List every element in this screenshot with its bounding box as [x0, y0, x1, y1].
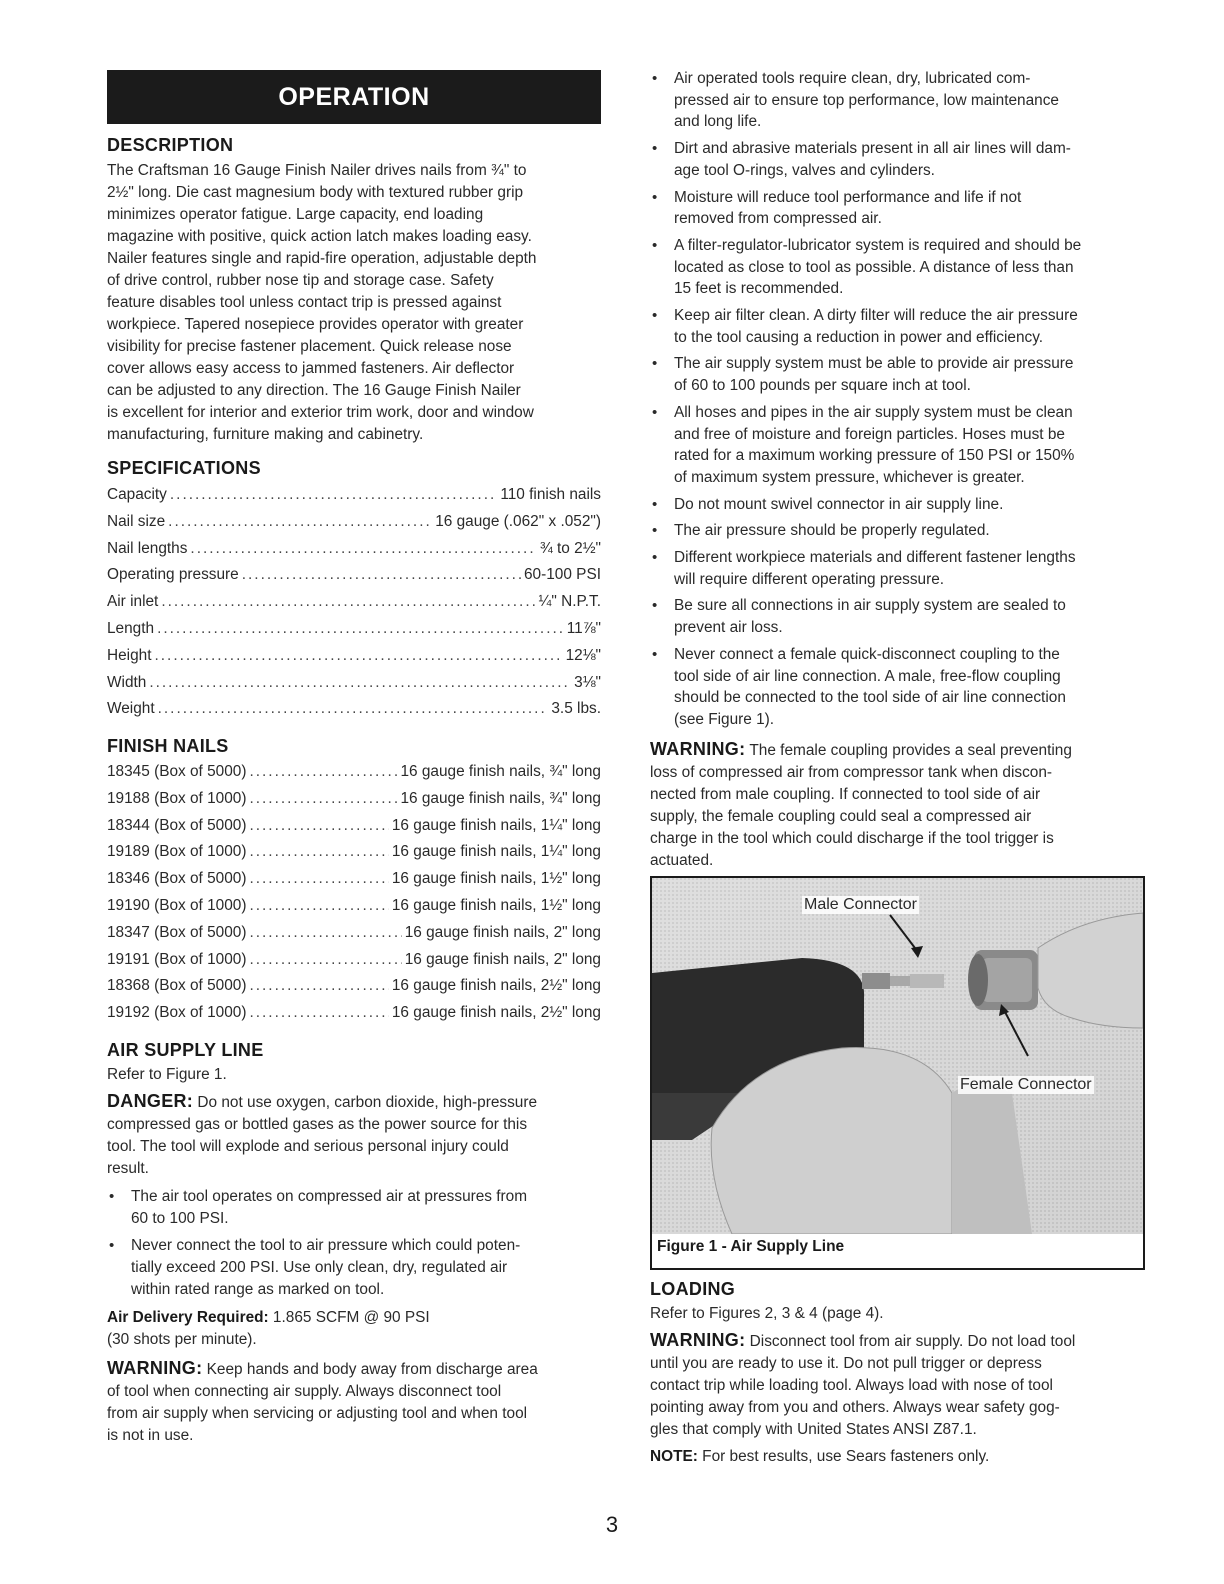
air-supply-refer: Refer to Figure 1. — [107, 1066, 227, 1083]
dot-leader — [190, 536, 536, 563]
dot-leader — [249, 759, 397, 786]
spec-row — [107, 643, 601, 670]
danger-label: DANGER: — [107, 1091, 194, 1111]
spec-row — [107, 616, 601, 643]
nail-part: 19190 (Box of 1000) — [107, 896, 247, 914]
section-banner: OPERATION — [107, 70, 601, 124]
nail-desc: 16 gauge finish nails, ¾" long — [400, 789, 601, 807]
bullet-item — [650, 494, 1145, 516]
bullet-item — [650, 520, 1145, 542]
dot-leader — [149, 670, 571, 697]
spec-label: Length — [107, 619, 155, 637]
spec-value: ¾ to 2½" — [539, 539, 601, 557]
bullet-text: • The air tool operates on compressed air at pressures from — [131, 1188, 528, 1205]
note-text: For best results, use Sears fasteners only. — [697, 1448, 990, 1465]
bullet-item — [650, 305, 1145, 348]
bullet-text: • Dirt and abrasive materials present in all air lines will dam- — [674, 140, 1071, 158]
bullet-text: within rated range as marked on tool. — [131, 1280, 385, 1298]
bullet-text: pressed air to ensure top performance, low maintenance — [674, 91, 1059, 109]
dot-leader — [249, 866, 388, 893]
specifications-section — [107, 458, 601, 723]
description-line: can be adjusted to any direction. The 16 Gauge Finish Nailer — [107, 382, 521, 399]
danger-text: result. — [107, 1160, 149, 1177]
bullet-text: to the tool causing a reduction in power and efficiency. — [674, 328, 1044, 346]
nail-row — [107, 759, 601, 786]
bullet-text: • A filter-regulator-lubricator system is required and should be — [674, 236, 1082, 254]
air-supply-heading: AIR SUPPLY LINE — [107, 1040, 264, 1060]
female-connector-label: Female Connector — [960, 1076, 1092, 1093]
bullet-text: 15 feet is recommended. — [674, 280, 844, 298]
air-delivery-label: Air Delivery Required: — [107, 1308, 269, 1326]
warning-text: nected from male coupling. If connected to tool side of air — [650, 786, 1041, 803]
description-line: visibility for precise fastener placement. Quick release nose — [107, 338, 512, 355]
bullet-item — [650, 235, 1145, 300]
danger-text: tool. The tool will explode and serious personal injury could — [107, 1138, 509, 1155]
spec-label: Air inlet — [107, 593, 159, 611]
nail-part: 18345 (Box of 5000) — [107, 763, 247, 780]
bullet-text: • Do not mount swivel connector in air supply line. — [674, 495, 1004, 513]
nail-part: 19188 (Box of 1000) — [107, 789, 247, 807]
description-line: is excellent for interior and exterior trim work, door and window — [107, 404, 534, 421]
warning-text: of tool when connecting air supply. Always disconnect tool — [107, 1382, 502, 1400]
nail-desc: 16 gauge finish nails, 1¼" long — [391, 816, 601, 834]
spec-row — [107, 482, 601, 509]
dot-leader — [249, 973, 388, 1000]
bullet-text: tool side of air line connection. A male, free-flow coupling — [674, 667, 1061, 685]
description-line: Nailer features single and rapid-fire operation, adjustable depth — [107, 250, 537, 267]
bullet-text: • Keep air filter clean. A dirty filter will reduce the air pressure — [674, 307, 1078, 325]
nail-row — [107, 973, 601, 1000]
bullet-text: (see Figure 1). — [674, 710, 775, 728]
air-coupling-photo — [652, 878, 1143, 1234]
nail-row — [107, 1000, 601, 1027]
spec-value: 16 gauge (.062" x .052") — [435, 512, 601, 530]
air-requirements-bullets — [650, 68, 1145, 731]
air-supply-section — [107, 1040, 601, 1447]
note-label: NOTE: — [650, 1448, 698, 1465]
dot-leader — [249, 839, 388, 866]
description-line: feature disables tool unless contact trip is pressed against — [107, 294, 502, 311]
bullet-text: 60 to 100 PSI. — [131, 1209, 229, 1227]
bullet-item — [650, 138, 1145, 181]
description-line: magazine with positive, quick action latch makes loading easy. — [107, 228, 532, 245]
dot-leader — [161, 589, 535, 616]
dot-leader — [168, 509, 432, 536]
bullet-item — [650, 644, 1145, 731]
nail-part: 19191 (Box of 1000) — [107, 950, 247, 968]
warning-text: The female coupling provides a seal preventing — [745, 742, 1072, 759]
finish-nails-section — [107, 736, 601, 1027]
warning-text: pointing away from you and others. Always wear safety gog- — [650, 1399, 1060, 1416]
bullet-text: • Never connect a female quick-disconnect coupling to the — [674, 645, 1060, 663]
bullet-text: • The air pressure should be properly regulated. — [674, 522, 990, 540]
warning-text: gles that comply with United States ANSI Z87.1. — [650, 1421, 977, 1438]
nail-desc: 16 gauge finish nails, 2½" long — [391, 1004, 601, 1022]
bullet-item — [650, 353, 1145, 396]
danger-block — [107, 1090, 601, 1180]
nail-part: 19192 (Box of 1000) — [107, 1004, 247, 1022]
dot-leader — [249, 893, 388, 920]
coupling-warning-block — [650, 738, 1145, 872]
spec-row — [107, 696, 601, 723]
air-delivery-block — [107, 1307, 601, 1351]
figure-1 — [650, 876, 1145, 1270]
bullet-text: removed from compressed air. — [674, 210, 882, 228]
bullet-text: age tool O-rings, valves and cylinders. — [674, 161, 935, 179]
description-line: cover allows easy access to jammed fasteners. Air deflector — [107, 360, 515, 377]
note-block — [650, 1446, 1145, 1468]
bullet-text: • Air operated tools require clean, dry, lubricated com- — [674, 70, 1031, 87]
bullet-text: will require different operating pressure. — [674, 570, 945, 588]
dot-leader — [158, 696, 549, 723]
warning-text: from air supply when servicing or adjusting tool and when tool — [107, 1404, 528, 1422]
description-section — [107, 135, 601, 446]
warning-text: is not in use. — [107, 1426, 194, 1444]
page-number: 3 — [605, 1512, 619, 1537]
spec-value: 110 finish nails — [500, 486, 601, 503]
bullet-item — [107, 1235, 601, 1300]
description-heading: DESCRIPTION — [107, 135, 234, 155]
air-supply-bullets — [107, 1186, 601, 1301]
spec-row — [107, 562, 601, 589]
nail-desc: 16 gauge finish nails, 1½" long — [391, 896, 601, 914]
spec-value: 3.5 lbs. — [551, 700, 601, 718]
danger-text: compressed gas or bottled gases as the power source for this — [107, 1116, 528, 1133]
bullet-text: • Never connect the tool to air pressure which could poten- — [131, 1237, 521, 1255]
nail-part: 18368 (Box of 5000) — [107, 977, 247, 995]
spec-label: Operating pressure — [107, 566, 239, 584]
spec-row — [107, 589, 601, 616]
nail-row — [107, 813, 601, 840]
spec-label: Nail size — [107, 512, 166, 530]
description-line: The Craftsman 16 Gauge Finish Nailer drives nails from ¾" to — [107, 162, 527, 179]
air-delivery-note: (30 shots per minute). — [107, 1330, 257, 1348]
spec-row — [107, 670, 601, 697]
loading-warning-block — [650, 1329, 1145, 1441]
air-delivery-value: 1.865 SCFM @ 90 PSI — [268, 1308, 430, 1326]
nail-row — [107, 866, 601, 893]
loading-heading: LOADING — [650, 1279, 736, 1299]
bullet-text: • Moisture will reduce tool performance and life if not — [674, 188, 1022, 206]
bullet-text: of maximum system pressure, whichever is greater. — [674, 468, 1025, 486]
spec-value: 60-100 PSI — [523, 566, 601, 584]
figure-caption: Figure 1 - Air Supply Line — [657, 1238, 845, 1255]
loading-refer: Refer to Figures 2, 3 & 4 (page 4). — [650, 1305, 884, 1322]
finish-nails-heading: FINISH NAILS — [107, 736, 229, 756]
dot-leader — [249, 947, 401, 974]
nail-part: 18347 (Box of 5000) — [107, 923, 247, 941]
description-line: manufacturing, furniture making and cabinetry. — [107, 426, 424, 443]
dot-leader — [249, 813, 388, 840]
warning-text: actuated. — [650, 852, 714, 869]
warning-text: charge in the tool which could discharge if the tool trigger is — [650, 830, 1054, 847]
dot-leader — [249, 786, 397, 813]
spec-row — [107, 536, 601, 563]
spec-value: 3⅛" — [574, 673, 601, 691]
nail-row — [107, 947, 601, 974]
bullet-item — [650, 547, 1145, 590]
dot-leader — [242, 562, 521, 589]
danger-text: Do not use oxygen, carbon dioxide, high-pressure — [193, 1094, 538, 1111]
bullet-text: rated for a maximum working pressure of 150 PSI or 150% — [674, 447, 1075, 465]
dot-leader — [157, 616, 564, 643]
specifications-heading: SPECIFICATIONS — [107, 458, 261, 478]
description-line: minimizes operator fatigue. Large capacity, end loading — [107, 206, 484, 223]
bullet-text: • Different workpiece materials and different fastener lengths — [674, 549, 1076, 567]
spec-row — [107, 509, 601, 536]
bullet-item — [650, 187, 1145, 230]
spec-value: ¼" N.P.T. — [538, 593, 601, 611]
spec-label: Width — [107, 673, 147, 691]
bullet-text: of 60 to 100 pounds per square inch at tool. — [674, 377, 971, 395]
warning-text: loss of compressed air from compressor tank when discon- — [650, 764, 1053, 781]
bullet-text: should be connected to the tool side of air line connection — [674, 689, 1066, 707]
nail-desc: 16 gauge finish nails, 2½" long — [391, 977, 601, 995]
bullet-text: • Be sure all connections in air supply system are sealed to — [674, 597, 1066, 615]
warning-text: Keep hands and body away from discharge area — [202, 1360, 538, 1378]
spec-label: Nail lengths — [107, 539, 188, 557]
dot-leader — [155, 643, 563, 670]
bullet-text: • The air supply system must be able to provide air pressure — [674, 355, 1074, 373]
spec-value: 11⅞" — [566, 619, 601, 637]
warning-label: WARNING: — [650, 1330, 746, 1350]
bullet-text: tially exceed 200 PSI. Use only clean, dry, regulated air — [131, 1259, 508, 1277]
description-line: 2½" long. Die cast magnesium body with textured rubber grip — [107, 184, 524, 201]
bullet-text: • All hoses and pipes in the air supply system must be clean — [674, 403, 1073, 421]
nail-row — [107, 893, 601, 920]
bullet-item — [650, 402, 1145, 489]
warning-label: WARNING: — [107, 1357, 203, 1378]
dot-leader — [170, 482, 497, 509]
description-line: of drive control, rubber nose tip and storage case. Safety — [107, 272, 494, 289]
nail-desc: 16 gauge finish nails, 1½" long — [391, 870, 601, 888]
spec-label: Capacity — [107, 486, 167, 503]
nail-part: 18344 (Box of 5000) — [107, 816, 247, 834]
bullet-text: located as close to tool as possible. A distance of less than — [674, 258, 1074, 276]
warning-label: WARNING: — [650, 739, 746, 759]
dot-leader — [249, 1000, 388, 1027]
warning-block — [107, 1357, 601, 1447]
nail-desc: 16 gauge finish nails, ¾" long — [400, 763, 601, 780]
bullet-item — [107, 1186, 601, 1229]
bullet-text: and long life. — [674, 113, 762, 131]
nail-part: 18346 (Box of 5000) — [107, 870, 247, 888]
spec-value: 12⅛" — [565, 646, 601, 664]
male-connector-label: Male Connector — [804, 896, 917, 913]
nail-desc: 16 gauge finish nails, 2" long — [404, 950, 601, 968]
warning-text: until you are ready to use it. Do not pull trigger or depress — [650, 1355, 1042, 1372]
bullet-text: and free of moisture and foreign particles. Hoses must be — [674, 425, 1065, 443]
nail-part: 19189 (Box of 1000) — [107, 843, 247, 861]
nail-row — [107, 920, 601, 947]
warning-text: Disconnect tool from air supply. Do not load tool — [745, 1333, 1076, 1350]
loading-section — [650, 1279, 1145, 1468]
dot-leader — [249, 920, 401, 947]
bullet-item — [650, 68, 1145, 133]
nail-row — [107, 786, 601, 813]
nail-row — [107, 839, 601, 866]
warning-text: supply, the female coupling could seal a compressed air — [650, 808, 1032, 825]
spec-label: Height — [107, 646, 152, 664]
nail-desc: 16 gauge finish nails, 1¼" long — [391, 843, 601, 861]
bullet-item — [650, 595, 1145, 638]
description-line: workpiece. Tapered nosepiece provides operator with greater — [107, 316, 524, 333]
warning-text: contact trip while loading tool. Always load with nose of tool — [650, 1377, 1053, 1394]
bullet-text: prevent air loss. — [674, 619, 783, 637]
spec-label: Weight — [107, 700, 155, 718]
nail-desc: 16 gauge finish nails, 2" long — [404, 923, 601, 941]
